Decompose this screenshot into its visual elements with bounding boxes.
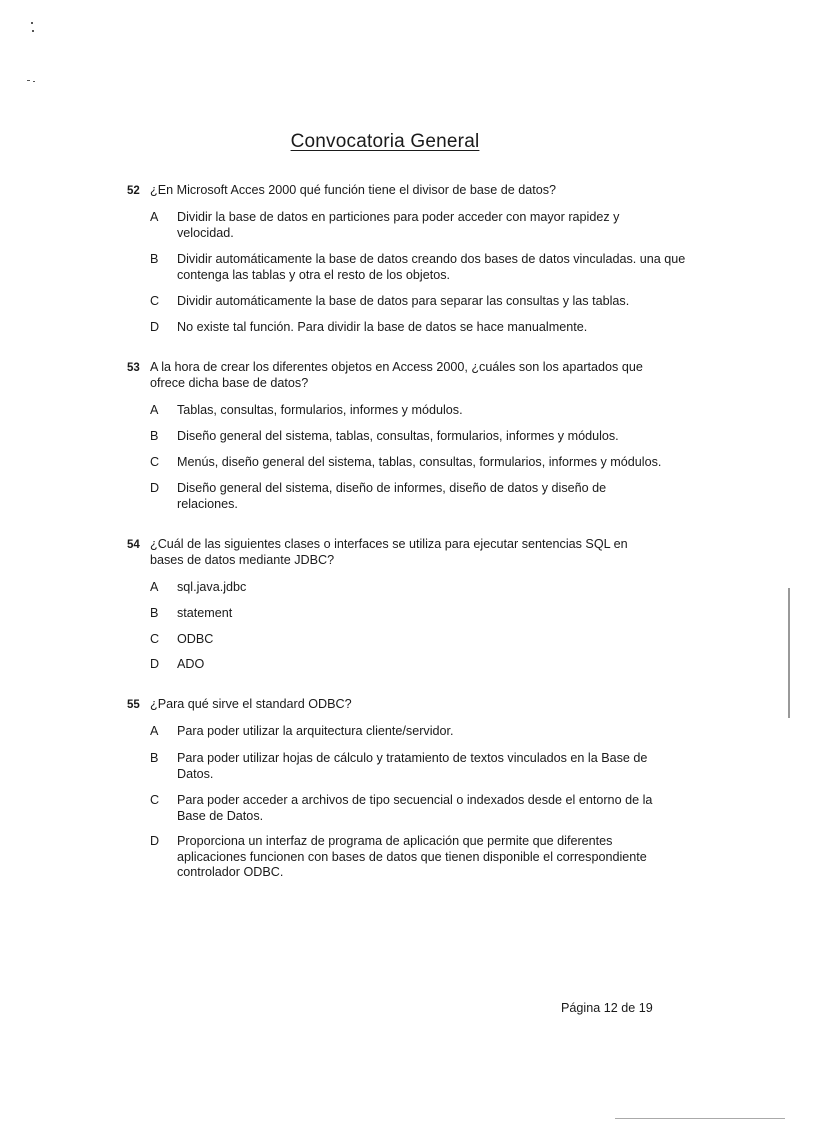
option-letter: B — [150, 606, 159, 620]
option-text: No existe tal función. Para dividir la base de datos se hace manualmente. — [177, 320, 588, 334]
option-text: Dividir la base de datos en particiones para poder acceder con mayor rapidez y velocidad. — [177, 210, 620, 240]
scan-speck — [32, 30, 34, 32]
scan-speck — [31, 22, 33, 24]
option-text: Tablas, consultas, formularios, informes y módulos. — [177, 403, 463, 417]
question-text: A la hora de crear los diferentes objetos en Access 2000, ¿cuáles son los apartados que ofrece dicha base de datos? — [150, 360, 643, 390]
option-letter: C — [150, 294, 160, 308]
option-letter: D — [150, 657, 160, 671]
option-text: sql.java.jdbc — [177, 580, 247, 594]
scan-edge-mark — [788, 588, 790, 718]
page-title: Convocatoria General — [290, 131, 480, 152]
option-text: ODBC — [177, 632, 214, 646]
question-number: 55 — [127, 699, 140, 711]
option-text: statement — [177, 606, 233, 620]
option-text: Diseño general del sistema, diseño de informes, diseño de datos y diseño de relaciones. — [177, 481, 607, 511]
option-letter: A — [150, 580, 159, 594]
question-text: ¿En Microsoft Acces 2000 qué función tiene el divisor de base de datos? — [150, 183, 557, 197]
question-number: 53 — [127, 362, 140, 374]
question-number: 52 — [127, 185, 140, 197]
option-text: Para poder utilizar la arquitectura cliente/servidor. — [177, 724, 454, 738]
option-text: Diseño general del sistema, tablas, consultas, formularios, informes y módulos. — [177, 429, 619, 443]
option-letter: B — [150, 252, 159, 266]
scan-speck — [33, 81, 35, 82]
option-letter: B — [150, 751, 159, 765]
option-letter: A — [150, 724, 159, 738]
option-text: Para poder acceder a archivos de tipo secuencial o indexados desde el entorno de la Base de Datos. — [177, 793, 653, 823]
option-letter: C — [150, 793, 160, 807]
option-text: Dividir automáticamente la base de datos para separar las consultas y las tablas. — [177, 294, 630, 308]
question-number: 54 — [127, 539, 140, 551]
scan-edge-mark — [615, 1118, 785, 1119]
scan-speck — [27, 80, 30, 81]
option-text: ADO — [177, 657, 205, 671]
option-letter: D — [150, 481, 160, 495]
option-text: Dividir automáticamente la base de datos creando dos bases de datos vinculadas. una que contenga las tablas y otra el resto de los objetos. — [177, 252, 686, 282]
question-text: ¿Para qué sirve el standard ODBC? — [150, 697, 352, 711]
page-number: Página 12 de 19 — [561, 1001, 653, 1015]
option-letter: C — [150, 632, 160, 646]
option-letter: C — [150, 455, 160, 469]
option-text: Proporciona un interfaz de programa de aplicación que permite que diferentes aplicaciones funcionen con bases de datos que tienen disponible el correspondiente controlador ODBC. — [177, 834, 647, 879]
option-text: Para poder utilizar hojas de cálculo y tratamiento de textos vinculados en la Base de Datos. — [177, 751, 648, 781]
option-text: Menús, diseño general del sistema, tablas, consultas, formularios, informes y módulos. — [177, 455, 662, 469]
option-letter: A — [150, 210, 159, 224]
option-letter: A — [150, 403, 159, 417]
option-letter: D — [150, 320, 160, 334]
question-text: ¿Cuál de las siguientes clases o interfaces se utiliza para ejecutar sentencias SQL en bases de datos mediante JDBC? — [150, 537, 628, 567]
option-letter: D — [150, 834, 160, 848]
option-letter: B — [150, 429, 159, 443]
